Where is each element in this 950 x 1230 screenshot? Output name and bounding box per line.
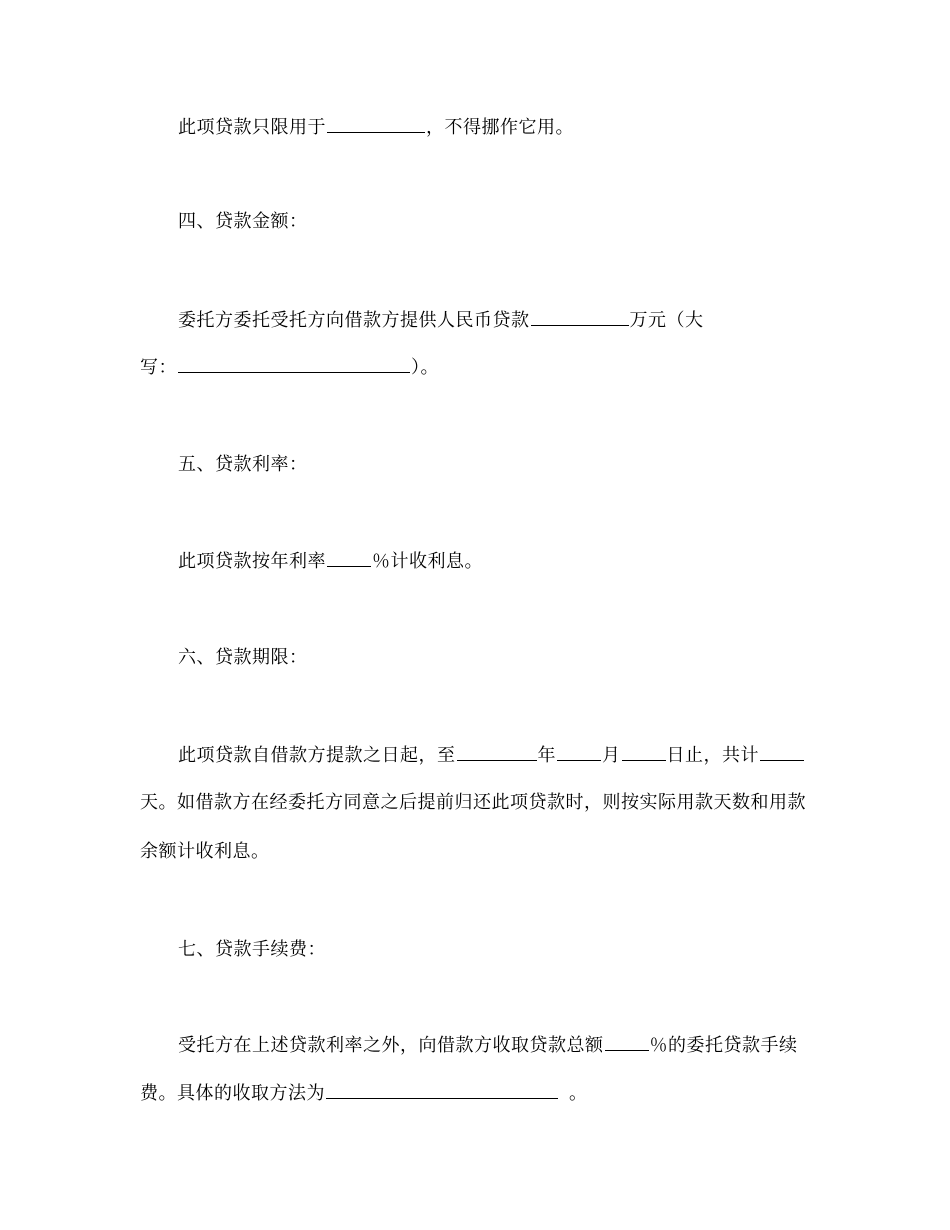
term-month-label: 月: [602, 745, 621, 766]
loan-term-line-1: [178, 744, 805, 767]
loan-amount-line-1: [178, 309, 704, 332]
term-day-blank[interactable]: [622, 744, 666, 761]
collection-method-text: 费。具体的收取方法为: [140, 1083, 325, 1104]
loan-amount-capital-blank[interactable]: [178, 356, 410, 373]
heading-interest-rate: 五、贷款利率：: [178, 454, 308, 475]
heading-handling-fee: 七、贷款手续费：: [178, 939, 326, 960]
term-day-label: 日止，共计: [666, 745, 759, 766]
interest-rate-suffix: ％计收利息。: [372, 551, 483, 572]
heading-loan-term: 六、贷款期限：: [178, 647, 308, 668]
purpose-text-end: ，不得挪作它用。: [426, 117, 574, 138]
loan-term-line-3: 余额计收利息。: [140, 841, 270, 862]
collection-method-end: 。: [569, 1083, 588, 1104]
loan-amount-unit: 万元（大: [629, 310, 704, 331]
purpose-text-start: 此项贷款只限用于: [178, 117, 326, 138]
term-year-label: 年: [537, 745, 556, 766]
loan-amount-capital-close: ）。: [411, 357, 439, 378]
purpose-blank[interactable]: [327, 116, 425, 133]
loan-amount-text: 委托方委托受托方向借款方提供人民币贷款: [178, 310, 530, 331]
handling-fee-rate-blank[interactable]: [605, 1034, 649, 1051]
term-year-blank[interactable]: [457, 744, 537, 761]
loan-amount-line-2: [140, 356, 439, 379]
handling-fee-suffix: ％的委托贷款手续: [649, 1035, 798, 1056]
loan-amount-blank[interactable]: [531, 309, 629, 326]
heading-loan-amount: 四、贷款金额：: [178, 211, 308, 232]
handling-fee-line-2: [140, 1082, 588, 1105]
collection-method-blank[interactable]: [326, 1082, 558, 1099]
handling-fee-line-1: [178, 1034, 798, 1057]
interest-rate-clause: [178, 550, 483, 573]
purpose-clause: [178, 116, 574, 139]
term-total-days-blank[interactable]: [760, 744, 804, 761]
handling-fee-text: 受托方在上述贷款利率之外，向借款方收取贷款总额: [178, 1035, 604, 1056]
loan-amount-capital-label: 写：: [140, 357, 177, 378]
term-month-blank[interactable]: [557, 744, 601, 761]
loan-term-text: 此项贷款自借款方提款之日起，至: [178, 745, 456, 766]
interest-rate-blank[interactable]: [327, 550, 371, 567]
interest-rate-text: 此项贷款按年利率: [178, 551, 326, 572]
loan-term-line-2: 天。如借款方在经委托方同意之后提前归还此项贷款时，则按实际用款天数和用款: [140, 792, 806, 813]
